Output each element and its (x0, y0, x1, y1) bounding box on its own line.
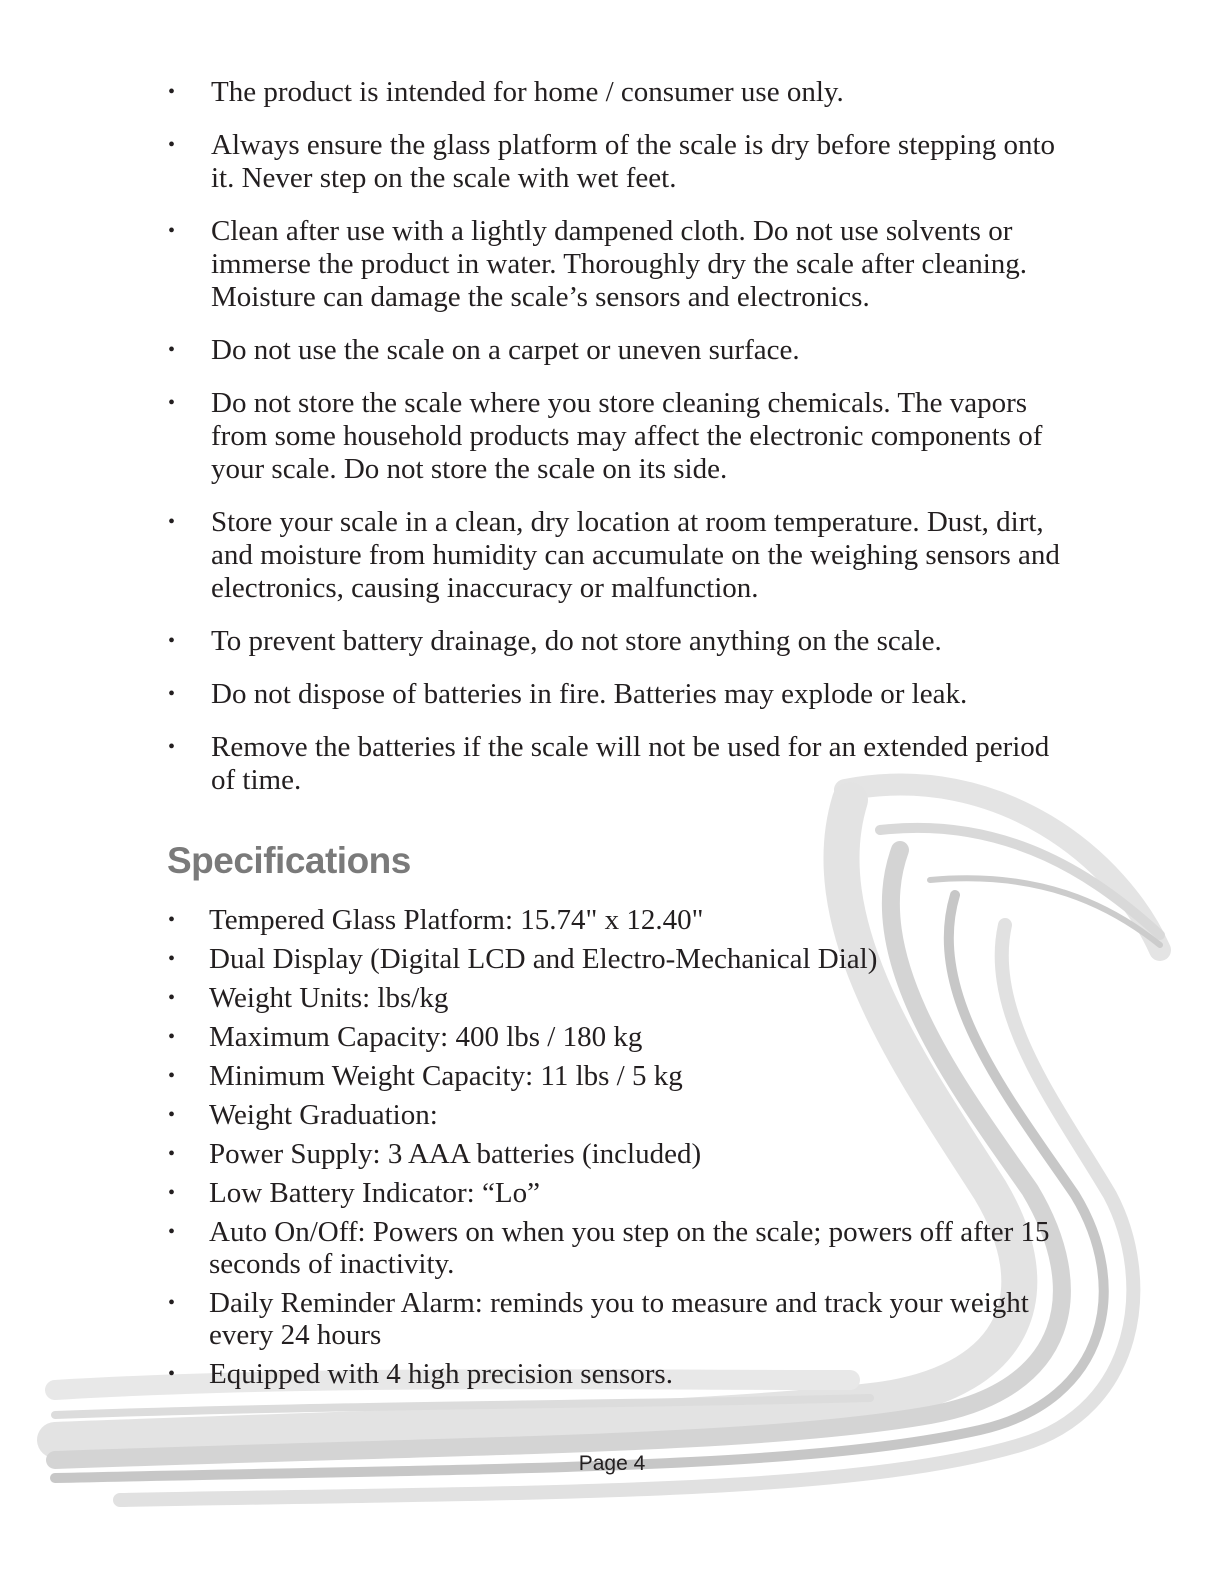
care-item: • Always ensure the glass platform of the scale is dry before stepping onto it. Never step on the scale with wet feet. (168, 129, 1068, 195)
care-instructions-list (168, 76, 1068, 817)
care-item: • Do not dispose of batteries in fire. Batteries may explode or leak. (168, 678, 1068, 711)
care-item: • To prevent battery drainage, do not store anything on the scale. (168, 625, 1068, 658)
spec-item: • Tempered Glass Platform: 15.74" x 12.40" (168, 904, 1068, 936)
spec-item: • Weight Units: lbs/kg (168, 982, 1068, 1014)
specifications-heading: Specifications (167, 840, 411, 881)
spec-item: • Minimum Weight Capacity: 11 lbs / 5 kg (168, 1060, 1068, 1092)
spec-item: • Low Battery Indicator: “Lo” (168, 1177, 1068, 1209)
spec-item: • Maximum Capacity: 400 lbs / 180 kg (168, 1021, 1068, 1053)
spec-item: • Equipped with 4 high precision sensors. (168, 1358, 1068, 1390)
care-item: • Do not store the scale where you store cleaning chemicals. The vapors from some household products may affect the electronic components of your scale. Do not store the scale on its side. (168, 387, 1068, 486)
spec-item: • Weight Graduation: (168, 1099, 1068, 1131)
spec-item: • Dual Display (Digital LCD and Electro-Mechanical Dial) (168, 943, 1068, 975)
spec-item: • Power Supply: 3 AAA batteries (included) (168, 1138, 1068, 1170)
care-item: • Remove the batteries if the scale will not be used for an extended period of time. (168, 731, 1068, 797)
spec-item: • Daily Reminder Alarm: reminds you to measure and track your weight every 24 hours (168, 1287, 1068, 1351)
spec-item: • Auto On/Off: Powers on when you step on the scale; powers off after 15 seconds of inactivity. (168, 1216, 1068, 1280)
care-item: • Store your scale in a clean, dry location at room temperature. Dust, dirt, and moisture from humidity can accumulate on the weighing sensors and electronics, causing inaccuracy or malfunction. (168, 506, 1068, 605)
care-item: • Do not use the scale on a carpet or uneven surface. (168, 334, 1068, 367)
care-item: • Clean after use with a lightly dampened cloth. Do not use solvents or immerse the product in water. Thoroughly dry the scale after cleaning. Moisture can damage the scale’s sensors and electronics. (168, 215, 1068, 314)
specifications-list (168, 904, 1068, 1397)
page-number: Page 4 (578, 1452, 646, 1475)
care-item: • The product is intended for home / consumer use only. (168, 76, 1068, 109)
